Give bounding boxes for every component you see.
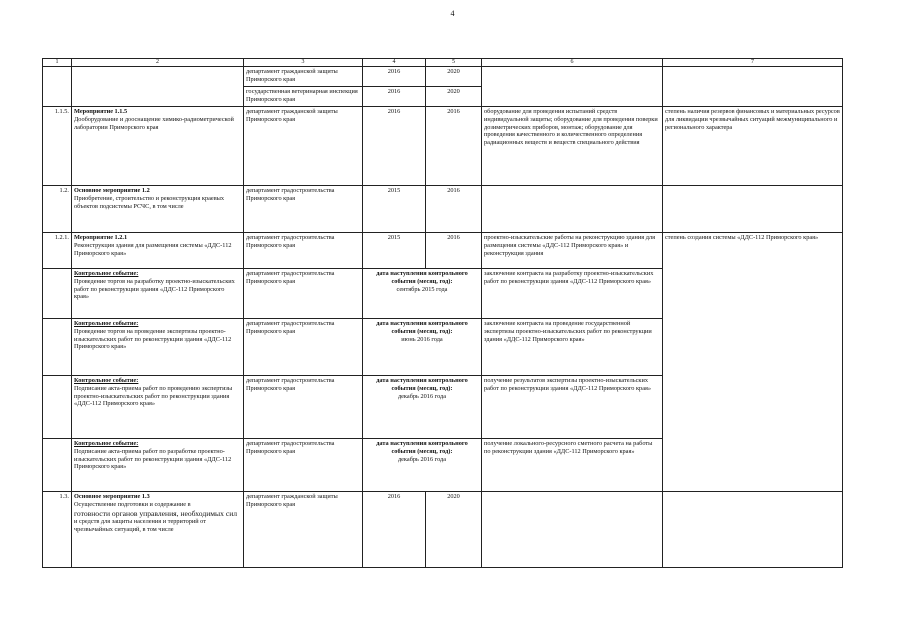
executor-cell: департамент гражданской защиты Приморского края [244,492,363,568]
event-date-label: дата наступления контрольного события (месяц, год): [376,377,468,392]
column-number-row [43,59,843,67]
start-year: 2016 [363,107,426,186]
event-date-value: декабрь 2016 года [397,392,447,400]
activity-cell [72,233,244,269]
row-number: 1.3. [43,492,72,568]
event-title: Контрольное событие: [74,320,139,328]
row-number: 1.2.1. [43,233,72,269]
row-number: 1.2. [43,186,72,233]
activities-table [42,58,843,568]
event-date-label: дата наступления контрольного события (месяц, год): [376,320,468,335]
executor-cell: департамент градостроительства Приморского края [244,233,363,269]
table-row [43,492,843,568]
event-description: Проведение торгов на проведение экспертизы проектно-изыскательских работ по реконструкции здания «ДДС-112 Приморского края» [74,327,232,351]
result-cell: заключение контракта на разработку проектно-изыскательских работ по реконструкции здания «ДДС-112 Приморского края» [482,269,663,319]
column-header: 4 [363,59,426,67]
event-description: Подписание акта-приема работ по проведению экспертизы проектно-изыскательских работ по реконструкции здания «ДДС-112 Приморского края» [74,384,233,408]
activity-description-line: готовности органов управления, необходимых сил [74,508,238,518]
executor-cell: департамент градостроительства Приморского края [244,186,363,233]
activity-cell [72,439,244,492]
activity-cell [72,376,244,439]
activity-cell [72,492,244,568]
row-number [43,319,72,376]
indicator-cell: степень наличия резервов финансовых и материальных ресурсов для ликвидации чрезвычайных ситуаций межмуниципального и регионального характера [663,107,843,186]
event-date-value: декабрь 2016 года [397,455,447,463]
indicator-cell [663,186,843,233]
column-header: 3 [244,59,363,67]
activity-description: Реконструкция здания для размещения системы «ДДС-112 Приморского края» [74,241,232,257]
table-row [43,186,843,233]
column-header: 1 [43,59,72,67]
page-number: 4 [450,9,455,18]
activity-description-line: и средств для защиты населения и территорий от чрезвычайных ситуаций, в том числе [74,517,207,533]
event-title: Контрольное событие: [74,270,139,278]
activity-title: Основное мероприятие 1.2 [74,187,150,195]
event-date-value: июнь 2016 года [401,335,443,343]
event-date-cell [363,269,482,319]
event-date-cell [363,319,482,376]
result-cell [482,186,663,233]
result-cell: заключение контракта на проведение государственной экспертизы проектно-изыскательских работ по реконструкции здания «ДДС-112 Приморского края» [482,319,663,376]
start-year: 2015 [363,233,426,269]
activity-title: Основное мероприятие 1.3 [74,493,150,501]
result-cell [482,492,663,568]
end-year: 2016 [426,186,482,233]
result-cell: получение локального-ресурсного сметного расчета на работы по реконструкции здания «ДДС-112 Приморского края» [482,439,663,492]
event-date-label: дата наступления контрольного события (месяц, год): [376,440,468,455]
start-year: 2016 [363,492,426,568]
event-date-cell [363,376,482,439]
end-year: 2020 [426,87,482,107]
activity-title: Мероприятие 1.2.1 [74,234,128,242]
executor-cell: департамент градостроительства Приморского края [244,376,363,439]
activity-description: Дооборудование и дооснащение химико-радиометрической лаборатории Приморского края [74,115,234,131]
event-title: Контрольное событие: [74,440,139,448]
row-number [43,439,72,492]
executor-cell: государственная ветеринарная инспекция Приморского края [244,87,363,107]
result-cell: получение результатов экспертизы проектно-изыскательских работ по реконструкции здания «ДДС-112 Приморского края» [482,376,663,439]
activity-title: Мероприятие 1.1.5 [74,108,128,116]
executor-cell: департамент градостроительства Приморского края [244,269,363,319]
row-number [43,376,72,439]
result-cell [482,67,663,107]
executor-cell: департамент гражданской защиты Приморского края [244,107,363,186]
table-row [43,67,843,87]
activity-cell [72,107,244,186]
activity-cell [72,269,244,319]
end-year: 2016 [426,107,482,186]
end-year: 2020 [426,67,482,87]
event-title: Контрольное событие: [74,377,139,385]
activity-description-line: Осуществление подготовки и содержание в [74,500,191,508]
end-year: 2020 [426,492,482,568]
executor-cell: департамент градостроительства Приморского края [244,319,363,376]
start-year: 2016 [363,87,426,107]
indicator-cell: степень создания системы «ДДС-112 Приморского края» [663,233,843,492]
column-header: 7 [663,59,843,67]
executor-cell: департамент гражданской защиты Приморского края [244,67,363,87]
row-number [43,269,72,319]
column-header: 5 [426,59,482,67]
table-row [43,107,843,186]
activity-description: Приобретение, строительство и реконструкция краевых объектов подсистемы РСЧС, в том числе [74,194,225,210]
result-cell: проектно-изыскательские работы на реконструкцию здания для размещения системы «ДДС-112 Приморского края» и реконструкция здания [482,233,663,269]
event-description: Проведение торгов на разработку проектно-изыскательских работ по реконструкции здания «ДДС-112 Приморского края» [74,277,235,301]
start-year: 2016 [363,67,426,87]
activity-cell [72,319,244,376]
event-description: Подписание акта-приема работ по разработке проектно-изыскательских работ по реконструкции здания «ДДС-112 Приморского края» [74,447,232,471]
indicator-cell [663,492,843,568]
start-year: 2015 [363,186,426,233]
end-year: 2016 [426,233,482,269]
indicator-cell [663,67,843,107]
executor-cell: департамент градостроительства Приморского края [244,439,363,492]
activity-cell [72,186,244,233]
table-row [43,233,843,269]
event-date-value: сентябрь 2015 года [396,285,448,293]
event-date-cell [363,439,482,492]
column-header: 6 [482,59,663,67]
result-cell: оборудование для проведения испытаний средств индивидуальной защиты; оборудование для проведения поверки дозиметрических приборов, монтаж; оборудование для проведения качественного и количественного определения радиационных веществ и веществ специального действия [482,107,663,186]
event-date-label: дата наступления контрольного события (месяц, год): [376,270,468,285]
activity-cell [72,67,244,107]
row-number [43,67,72,107]
column-header: 2 [72,59,244,67]
row-number: 1.1.5. [43,107,72,186]
